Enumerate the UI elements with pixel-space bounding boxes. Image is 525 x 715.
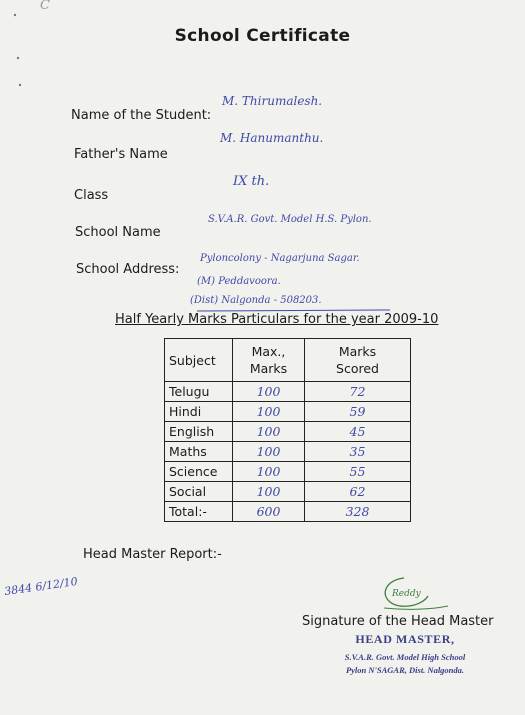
max-marks-cell: 100 xyxy=(233,382,305,402)
table-row xyxy=(165,422,411,442)
school-name-label: School Name xyxy=(75,225,161,240)
corner-mark: C xyxy=(40,0,50,13)
scored-cell: 62 xyxy=(305,482,411,502)
school-address-label: School Address: xyxy=(76,262,180,277)
class-value: IX th. xyxy=(233,174,270,189)
margin-note: 3844 6/12/10 xyxy=(3,574,79,599)
col-max-line-1: Max., xyxy=(251,344,286,359)
scored-cell: 59 xyxy=(305,402,411,422)
subject-cell: Maths xyxy=(165,442,233,462)
max-marks-cell: 100 xyxy=(233,462,305,482)
col-subject: Subject xyxy=(165,339,233,382)
father-name-label: Father's Name xyxy=(74,147,168,162)
table-header-row xyxy=(165,339,411,382)
stamp-line-2: S.V.A.R. Govt. Model High School xyxy=(344,652,466,662)
table-row xyxy=(165,462,411,482)
head-master-report-label: Head Master Report:- xyxy=(83,547,222,562)
max-marks-cell: 100 xyxy=(233,402,305,422)
total-label: Total:- xyxy=(165,502,233,522)
subject-cell: Telugu xyxy=(165,382,233,402)
scored-cell: 72 xyxy=(305,382,411,402)
max-marks-cell: 100 xyxy=(233,422,305,442)
marks-heading: Half Yearly Marks Particulars for the year 2009-10 xyxy=(115,312,439,327)
table-row xyxy=(165,402,411,422)
subject-cell: English xyxy=(165,422,233,442)
col-max-line-2: Marks xyxy=(249,361,288,376)
subject-cell: Hindi xyxy=(165,402,233,422)
stamp-line-3: Pylon N'SAGAR, Dist. Nalgonda. xyxy=(345,665,465,675)
head-master-stamp xyxy=(312,632,498,675)
total-row xyxy=(165,502,411,522)
school-address-line-1: Pyloncolony - Nagarjuna Sagar. xyxy=(200,253,360,264)
max-marks-cell: 100 xyxy=(233,442,305,462)
stamp-title: HEAD MASTER, xyxy=(355,632,455,646)
col-max-marks xyxy=(233,339,305,382)
page-title: School Certificate xyxy=(174,26,351,46)
col-scored-line-1: Marks xyxy=(338,344,377,359)
table-row xyxy=(165,382,411,402)
signature-scribble-text: Reddy xyxy=(392,589,421,599)
subject-cell: Science xyxy=(165,462,233,482)
father-name-value: M. Hanumanthu. xyxy=(220,131,324,145)
student-name-value: M. Thirumalesh. xyxy=(222,94,323,108)
school-name-value: S.V.A.R. Govt. Model H.S. Pylon. xyxy=(208,214,372,225)
school-address-line-3: (Dist) Nalgonda - 508203. xyxy=(190,295,322,306)
scored-cell: 35 xyxy=(305,442,411,462)
signature-label: Signature of the Head Master xyxy=(302,614,494,629)
school-address-line-2: (M) Peddavoora. xyxy=(197,276,281,287)
max-marks-cell: 100 xyxy=(233,482,305,502)
total-max-cell: 600 xyxy=(233,502,305,522)
corner-dots xyxy=(10,10,40,100)
total-scored-cell: 328 xyxy=(305,502,411,522)
table-row xyxy=(165,442,411,462)
marks-table xyxy=(164,338,411,522)
student-name-label: Name of the Student: xyxy=(71,108,212,123)
col-marks-scored xyxy=(305,339,411,382)
class-label: Class xyxy=(74,188,109,203)
col-scored-line-2: Scored xyxy=(336,361,379,376)
table-row xyxy=(165,482,411,502)
subject-cell: Social xyxy=(165,482,233,502)
scored-cell: 45 xyxy=(305,422,411,442)
scored-cell: 55 xyxy=(305,462,411,482)
